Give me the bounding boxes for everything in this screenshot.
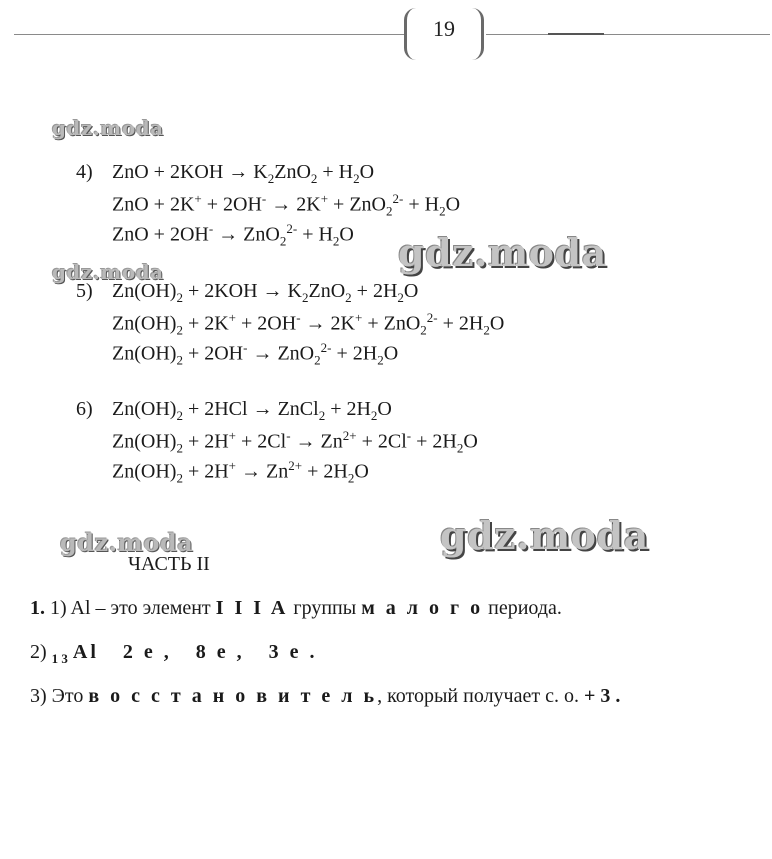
- equation-4-short-ionic: ZnO + $2OH^- \to ZnO_2^{2-} + H_2O$: [112, 221, 354, 249]
- equation-number: 4): [76, 161, 93, 183]
- answer-1: 1. 1) Al – это элемент I I I A группы м а л о г о периода.: [30, 597, 562, 619]
- watermark: gdz.moda: [52, 116, 164, 140]
- group-value: I I I A: [215, 597, 289, 619]
- header-rule-accent: [548, 33, 604, 35]
- equation-6-molecular: 6) $Zn(OH)_2 + 2HCl$ → ZnCl$_2$ + $2H_2O$: [76, 398, 392, 423]
- equation-number: 6): [76, 398, 93, 420]
- answer-2: 2) $_{1 3}$ Al 2 e , 8 e , 3 e .: [30, 641, 318, 666]
- equation-6-full-ionic: $Zn(OH)_2 + 2H^+ + 2Cl^- \to Zn^{2+} + 2Cl^- + 2H_2O$: [112, 428, 478, 456]
- watermark: gdz.moda: [440, 513, 649, 558]
- section-heading: ЧАСТЬ II: [128, 553, 210, 575]
- answer-3: 3) Это в о с с т а н о в и т е л ь, который получает с. о. + 3 .: [30, 685, 621, 707]
- equation-5-short-ionic: $Zn(OH)_2 + 2OH^- \to ZnO_2^{2-} + 2H_2O$: [112, 340, 399, 368]
- watermark: gdz.moda: [60, 528, 194, 557]
- equation-number: 5): [76, 280, 93, 302]
- header-rule-left: [14, 34, 404, 35]
- header-rule-right: [486, 34, 770, 35]
- oxidation-state: + 3 .: [583, 685, 621, 707]
- equation-6-short-ionic: $Zn(OH)_2 + 2H^+ \to Zn^{2+} + 2H_2O$: [112, 458, 369, 486]
- electron-config: Al 2 e , 8 e , 3 e .: [72, 641, 318, 663]
- equation-5-molecular: 5) $Zn(OH)_2 + 2KOH \to K_2ZnO_2 + 2H_2O$: [76, 280, 419, 305]
- period-value: м а л о г о: [361, 597, 484, 619]
- equation-4-molecular: 4) ZnO + $2KOH \to K_2ZnO_2 + H_2O$: [76, 161, 375, 186]
- watermark: gdz.moda: [398, 230, 607, 275]
- atomic-number: 1 3: [51, 651, 68, 666]
- role-value: в о с с т а н о в и т е л ь: [88, 685, 378, 707]
- equation-4-full-ionic: ZnO + $2K^+ + 2OH^- \to 2K^+ + ZnO_2^{2-} + H_2O$: [112, 191, 461, 219]
- arrow: →: [228, 161, 249, 183]
- equation-5-full-ionic: $Zn(OH)_2 + 2K^+ + 2OH^- \to 2K^+ + ZnO_2^{2-} + 2H_2O$: [112, 310, 505, 338]
- watermark: gdz.moda: [52, 260, 164, 284]
- page-number: 19: [433, 16, 455, 41]
